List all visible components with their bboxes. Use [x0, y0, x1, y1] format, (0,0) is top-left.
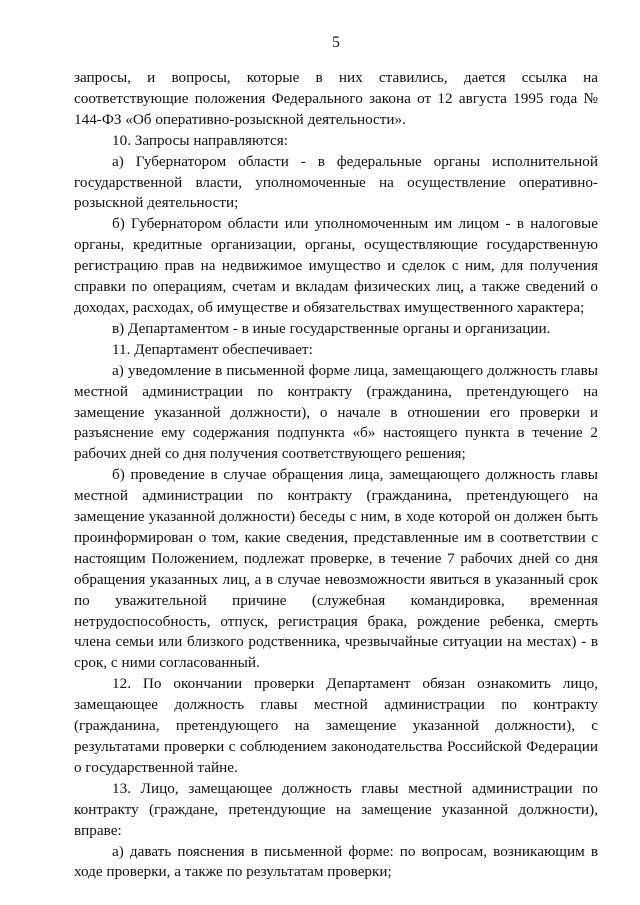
document-body	[74, 68, 598, 883]
paragraph-item-13: 13. Лицо, замещающее должность главы местной администрации по контракту (граждане, претендующие на замещение указанной должности), вправе:	[74, 779, 598, 839]
paragraph-item-12: 12. По окончании проверки Департамент обязан ознакомить лицо, замещающее должность главы местной администрации по контракту (гражданина, претендующего на замещение указанной должности), с результатами проверки с соблюдением законодательства Российской Федерации о государственной тайне.	[74, 675, 598, 776]
paragraph-item-11-b: б) проведение в случае обращения лица, замещающего должность главы местной администрации по контракту (гражданина, претендующего на замещение указанной должности) беседы с ним, в ходе которой он должен быть проинформирован о том, какие сведения, представленные им в соответствии с настоящим Положением, подлежат проверке, в течение 7 рабочих дней со дня обращения указанных лиц, а в случае невозможности явиться в указанный срок по уважительной причине (служебная командировка, временная нетрудоспособность, отпуск, регистрация брака, рождение ребенка, смерть члена семьи или близкого родственника, чрезвычайные ситуации на местах) - в срок, с ними согласованный.	[74, 466, 598, 672]
page-number: 5	[332, 34, 340, 51]
paragraph-item-10-v: в) Департаментом - в иные государственные органы и организации.	[112, 319, 551, 337]
paragraph-item-11: 11. Департамент обеспечивает:	[112, 340, 313, 358]
paragraph-item-10-b: б) Губернатором области или уполномоченным им лицом - в налоговые органы, кредитные организации, органы, осуществляющие государственную регистрацию прав на недвижимое имущество и сделок с ним, для получения справки по операциям, счетам и вкладам физических лиц, а также сведений о доходах, расходах, об имуществе и обязательствах имущественного характера;	[74, 215, 598, 316]
paragraph-item-11-a: а) уведомление в письменной форме лица, замещающего должность главы местной администрации по контракту (гражданина, претендующего на замещение указанной должности), о начале в отношении его проверки и разъяснение ему содержания подпункта «б» настоящего пункта в течение 2 рабочих дней со дня получения соответствующего решения;	[74, 361, 598, 463]
paragraph-item-13-a: а) давать пояснения в письменной форме: по вопросам, возникающим в ходе проверки, а также по результатам проверки;	[74, 842, 598, 881]
paragraph-item-10: 10. Запросы направляются:	[112, 131, 288, 149]
paragraph-continuation: запросы, и вопросы, которые в них ставились, дается ссылка на соответствующие положения Федерального закона от 12 августа 1995 года № 144-ФЗ «Об оперативно-розыскной деятельности».	[74, 69, 598, 128]
paragraph-item-10-a: а) Губернатором области - в федеральные органы исполнительной государственной власти, уполномоченные на осуществление оперативно-розыскной деятельности;	[74, 152, 598, 212]
